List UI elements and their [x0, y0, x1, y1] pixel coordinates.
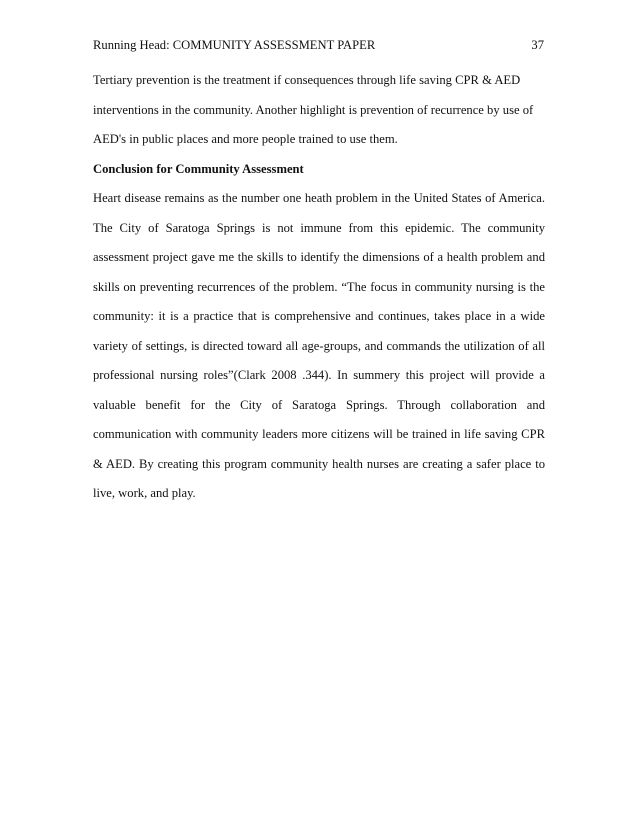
page-number: 37 — [531, 38, 544, 52]
page-header — [93, 35, 544, 55]
running-head: Running Head: COMMUNITY ASSESSMENT PAPER — [93, 38, 376, 52]
page-body — [93, 66, 545, 509]
section-heading: Conclusion for Community Assessment — [93, 161, 304, 176]
intro-paragraph: Tertiary prevention is the treatment if consequences through life saving CPR & AED interventions in the community. Another highlight is prevention of recurrence by use of AED's in public places and more people trained to use them. — [93, 73, 534, 146]
conclusion-paragraph: Heart disease remains as the number one heath problem in the United States of America. The City of Saratoga Springs is not immune from this epidemic. The community assessment project gave me the skills to identify the dimensions of a health problem and skills on preventing recurrences of the problem. “The focus in community nursing is the community: it is a practice that is comprehensive and continues, takes place in a wide variety of settings, is directed toward all age-groups, and commands the utilization of all professional nursing roles”(Clark 2008 .344). In summery this project will provide a valuable benefit for the City of Saratoga Springs. Through collaboration and communication with community leaders more citizens will be trained in life saving CPR & AED. By creating this program community health nurses are creating a safer place to live, work, and play. — [93, 191, 545, 500]
